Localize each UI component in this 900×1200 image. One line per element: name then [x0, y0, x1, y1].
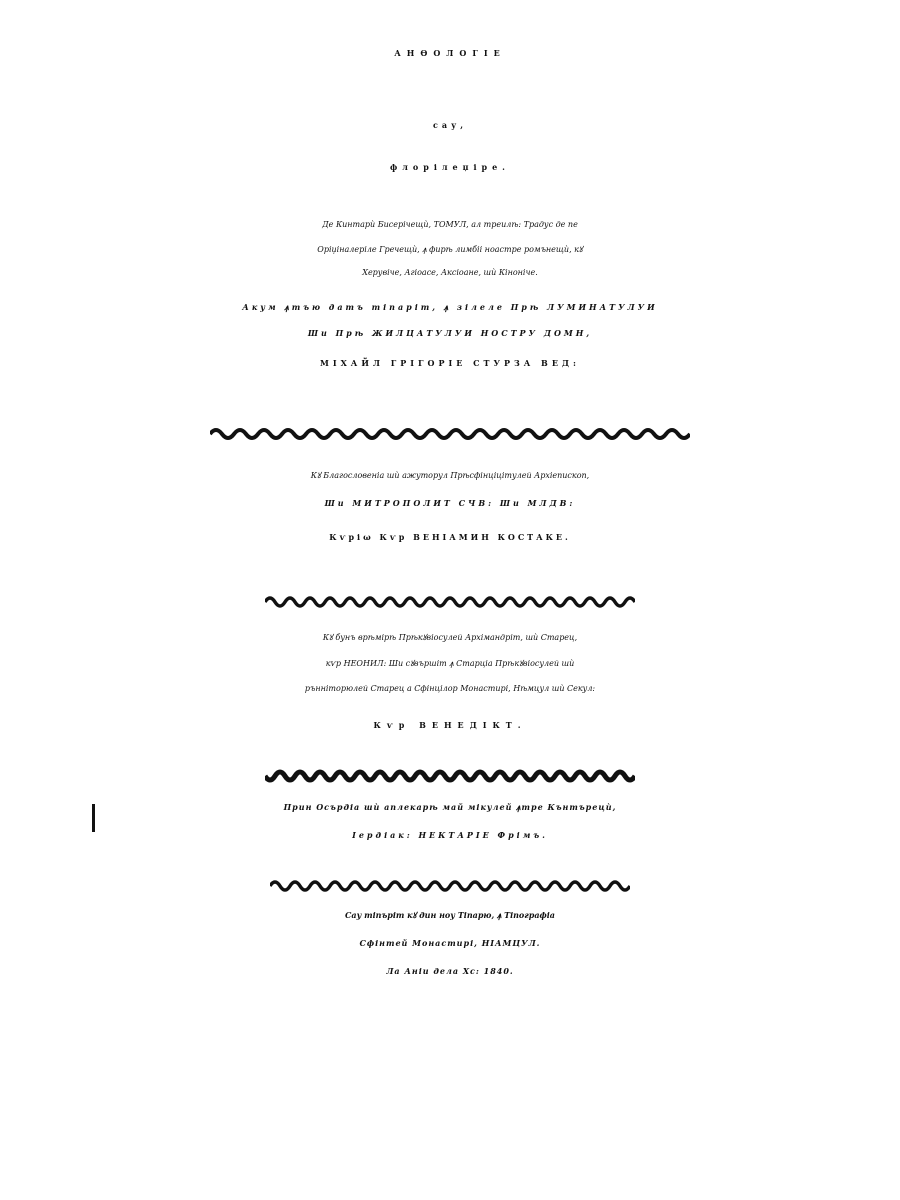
printing-date: Ла Аніи дела Хс: 1840.: [386, 966, 514, 976]
archimandrite-line-3: рънніторюлей Старец а Сфінцілор Монастирі, Нѣмцул шѝ Секул:: [304, 684, 596, 693]
benedikt-name: Кѵр ВЕНЕДІКТ.: [373, 720, 527, 730]
ornament-divider-3: [0, 768, 900, 784]
subtitle-sau: сау,: [433, 120, 467, 130]
blessing-line-2: Ши МИТРОПОЛИТ СЧВ: Ши МЛДВ:: [324, 498, 576, 508]
subtitle-florilegiu: флорілеџіре.: [390, 162, 510, 172]
archimandrite-line-1: Кꙋ бунъ врѣмірѣ Прѣкꙋвіосулей Архімандріт, шѝ Старец,: [322, 633, 578, 642]
description-line-3: Херувіче, Агіоасе, Аксіоане, шѝ Кіноніче.: [362, 268, 538, 277]
book-title: АНѲОЛОГІЕ: [394, 48, 506, 58]
hieromonk-line-2: Іердіак: НЕКТАРІЕ Фрімъ.: [352, 830, 548, 840]
printing-line-2: Сфінтей Монастирі, НІАМЦУЛ.: [359, 938, 541, 948]
dedication-line-1: Акум ꙟтъю датъ тіпаріт, ꙟ зілеле Прѣ ЛУМИНАТУЛУИ: [242, 302, 658, 312]
ornament-divider-4: [0, 878, 900, 894]
hieromonk-line-1: Прин Осърдіа шѝ аплекарѣ май мікулей ꙟтре Кънтърецѝ,: [283, 802, 617, 812]
archimandrite-line-2: кѵр НЕОНИЛ: Ши сꙋвършіт ꙟ Старціа Прѣкꙋвіосулей шѝ: [325, 659, 575, 668]
dedication-line-2: Ши Прѣ ЖИЛЦАТУЛУИ НОСТРУ ДОМН,: [307, 328, 593, 338]
printing-line-1: Сау тіпъріт кꙋ дин ноу Тіпарю, ꙟ Тіпографіа: [345, 910, 555, 920]
metropolitan-name: Кѵріω Кѵр ВЕНІАМИН КОСТАКЕ.: [329, 532, 571, 542]
ornament-divider-2: [0, 594, 900, 610]
prince-name: МІХАЙЛ ГРІГОРІЕ СТУРЗА ВЕД:: [320, 358, 580, 368]
ornament-divider-1: [0, 426, 900, 442]
description-line-1: Де Кинтарѝ Бисерічещѝ, ТОМУЛ, ал треилѣ: Традус де пе: [322, 220, 578, 229]
blessing-line-1: Кꙋ Благословеніа шѝ ажуторул Прѣсфінціцітулей Архіепископ,: [310, 471, 590, 480]
description-line-2: Оріџіналеріле Гречещѝ, ꙟ фирѣ лимбіі ноастре ромънещѝ, кꙋ: [317, 245, 583, 254]
